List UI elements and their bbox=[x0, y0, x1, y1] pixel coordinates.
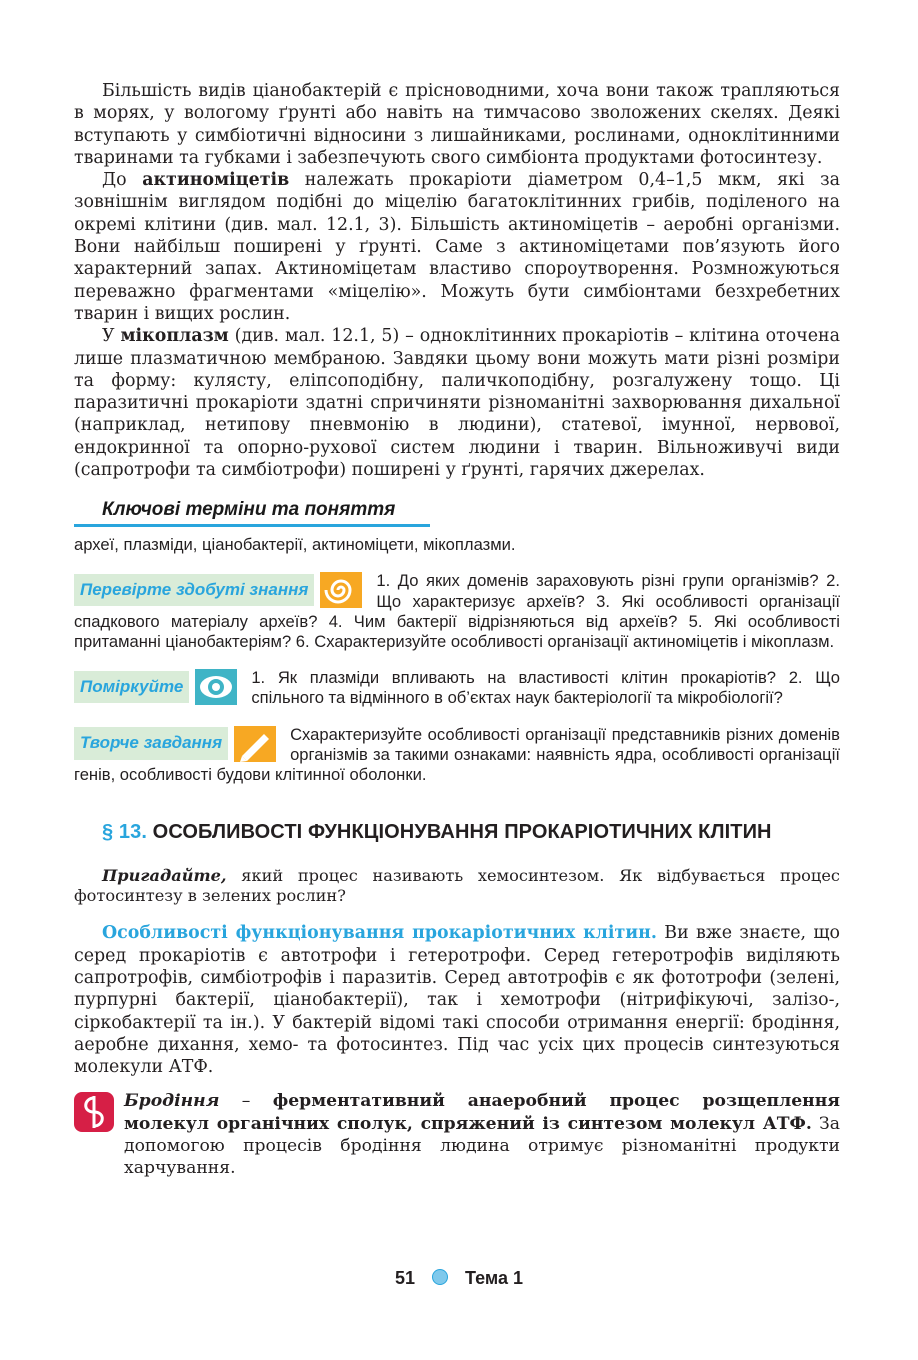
definition-icon bbox=[74, 1092, 114, 1132]
check-label: Перевірте здобуті знання bbox=[74, 574, 314, 606]
paragraph-cyanobacteria: Більшість видів ціанобактерій є прісноводними, хоча вони також трапляються в морях, у вологому ґрунті або навіть на тимчасово зволожених скелях. Деякі вступають у симбіотичні відносини з лишайниками, рослинами, одноклітинними тваринами та губками і забезпечують свого симбіонта продуктами фотосинтезу. bbox=[74, 81, 840, 168]
creative-text: Схарактеризуйте особливості організації представників різних доменів організмів за такими ознаками: наявність ядра, особливості організації генів, особливості будови клітинної оболонки. bbox=[74, 724, 840, 784]
check-badge bbox=[74, 572, 362, 608]
paragraph-actinomycetes bbox=[74, 169, 840, 325]
eye-icon bbox=[195, 669, 237, 705]
creative-task-block bbox=[74, 725, 840, 786]
key-terms-list: археї, плазміди, ціанобактерії, актиноміцети, мікоплазми. bbox=[74, 535, 516, 555]
section-heading bbox=[74, 821, 840, 844]
text-span: належать прокаріоти діаметром 0,4–1,5 мкм, які за зовнішнім виглядом подібні до міцелію багатоклітинних грибів, поділеного на окремі клітини (див. мал. 12.1, 3). Більшість актиноміцетів – аеробні організми. Вони найбільш поширені у ґрунті. Саме з актиноміцетами пов’язують його характерний запах. Актиноміцетам властиво спороутворення. Розмножуються переважно фрагментами «міцелію». Можуть бути симбіонтами безхребетних тварин і вищих рослин. bbox=[74, 170, 840, 324]
text-span: (див. мал. 12.1, 5) – одноклітинних прокаріотів – клітина оточена лише плазматичною мембраною. Завдяки цьому вони можуть мати різні розміри та форму: кулясту, еліпсоподібну, паличкоподібну, розгалужену тощо. Ці паразитичні прокаріоти здатні спричиняти різноманітні захворювання дихальної (наприклад, нетипову пневмонію в людини), статевої, імунної, нервової, ендокринної та опорно-рухової систем людини і тварин. Вільноживучі види (сапротрофи та симбіотрофи) поширені у ґрунті, гарячих джерелах. bbox=[74, 326, 840, 481]
recall-lead: Пригадайте, bbox=[102, 866, 227, 886]
spiral-icon bbox=[320, 572, 362, 608]
text-span: До bbox=[102, 170, 143, 191]
footer-dot-icon bbox=[432, 1269, 448, 1285]
recall-text: який процес називають хемосинтезом. Як відбувається процес фотосинтезу в зелених рослин? bbox=[74, 866, 840, 906]
page-content bbox=[74, 80, 840, 1180]
features-text: Ви вже знаєте, що серед прокаріотів є автотрофи і гетеротрофи. Серед гетеротрофів виділяють сапротрофів, симбіотрофів і паразитів. Серед автотрофів є як фототрофи (зелені, пурпурні бактерії, ціанобактерії), так і хемотрофи (нітрифікуючі, залізо-, сіркобактерії та ін.). У бактерій відомі такі способи отримання енергії: бродіння, аеробне дихання, хемо- та фотосинтез. Під час усіх цих процесів синтезуються молекули АТФ. bbox=[74, 923, 840, 1078]
footer-topic: Тема 1 bbox=[465, 1268, 524, 1288]
paragraph-mycoplasma bbox=[74, 325, 840, 481]
check-knowledge-block bbox=[74, 571, 840, 652]
think-questions: 1. Як плазміди впливають на властивості клітин прокаріотів? 2. Що спільного та відмінного в об’єктах наук бактеріології та мікробіології? bbox=[251, 668, 840, 708]
features-lead: Особливості функціонування прокаріотичних клітин. bbox=[102, 923, 657, 944]
think-badge bbox=[74, 669, 237, 705]
think-block bbox=[74, 668, 840, 708]
creative-badge bbox=[74, 726, 276, 762]
think-label: Поміркуйте bbox=[74, 671, 189, 703]
check-questions: 1. До яких доменів зараховують різні групи організмів? 2. Що характеризує археїв? 3. Які особливості організації спадкового матеріалу археїв? 4. Чим бактерії відрізняються від археїв? 5. Які особливості притаманні ціанобактеріям? 6. Схарактеризуйте особливості організації актиноміцетів і мікоплазм. bbox=[74, 571, 840, 651]
features-paragraph bbox=[74, 922, 840, 1078]
page-footer bbox=[0, 1268, 918, 1289]
term-actinomycetes: актиноміцетів bbox=[142, 170, 290, 191]
definition-bold: ферментативний анаеробний процес розщеплення молекул органічних сполук, спряжений із синтезом молекул АТФ. bbox=[124, 1091, 840, 1134]
key-terms-title: Ключові терміни та поняття bbox=[102, 499, 396, 521]
text-span: У bbox=[102, 326, 121, 347]
creative-label: Творче завдання bbox=[74, 727, 228, 759]
definition-rest: За допомогою процесів бродіння людина отримує різноманітні продукти харчування. bbox=[124, 1113, 841, 1179]
section-title: ОСОБЛИВОСТІ ФУНКЦІОНУВАННЯ ПРОКАРІОТИЧНИХ КЛІТИН bbox=[152, 821, 772, 844]
definition-block bbox=[74, 1090, 840, 1179]
definition-dash: – bbox=[219, 1091, 273, 1112]
section-number: § 13. bbox=[102, 821, 147, 844]
definition-term: Бродіння bbox=[124, 1091, 220, 1112]
key-terms-underline bbox=[74, 524, 430, 527]
term-mycoplasma: мікоплазм bbox=[120, 326, 229, 347]
page-number: 51 bbox=[394, 1268, 415, 1288]
pen-icon bbox=[234, 726, 276, 762]
recall-prompt bbox=[74, 866, 840, 906]
